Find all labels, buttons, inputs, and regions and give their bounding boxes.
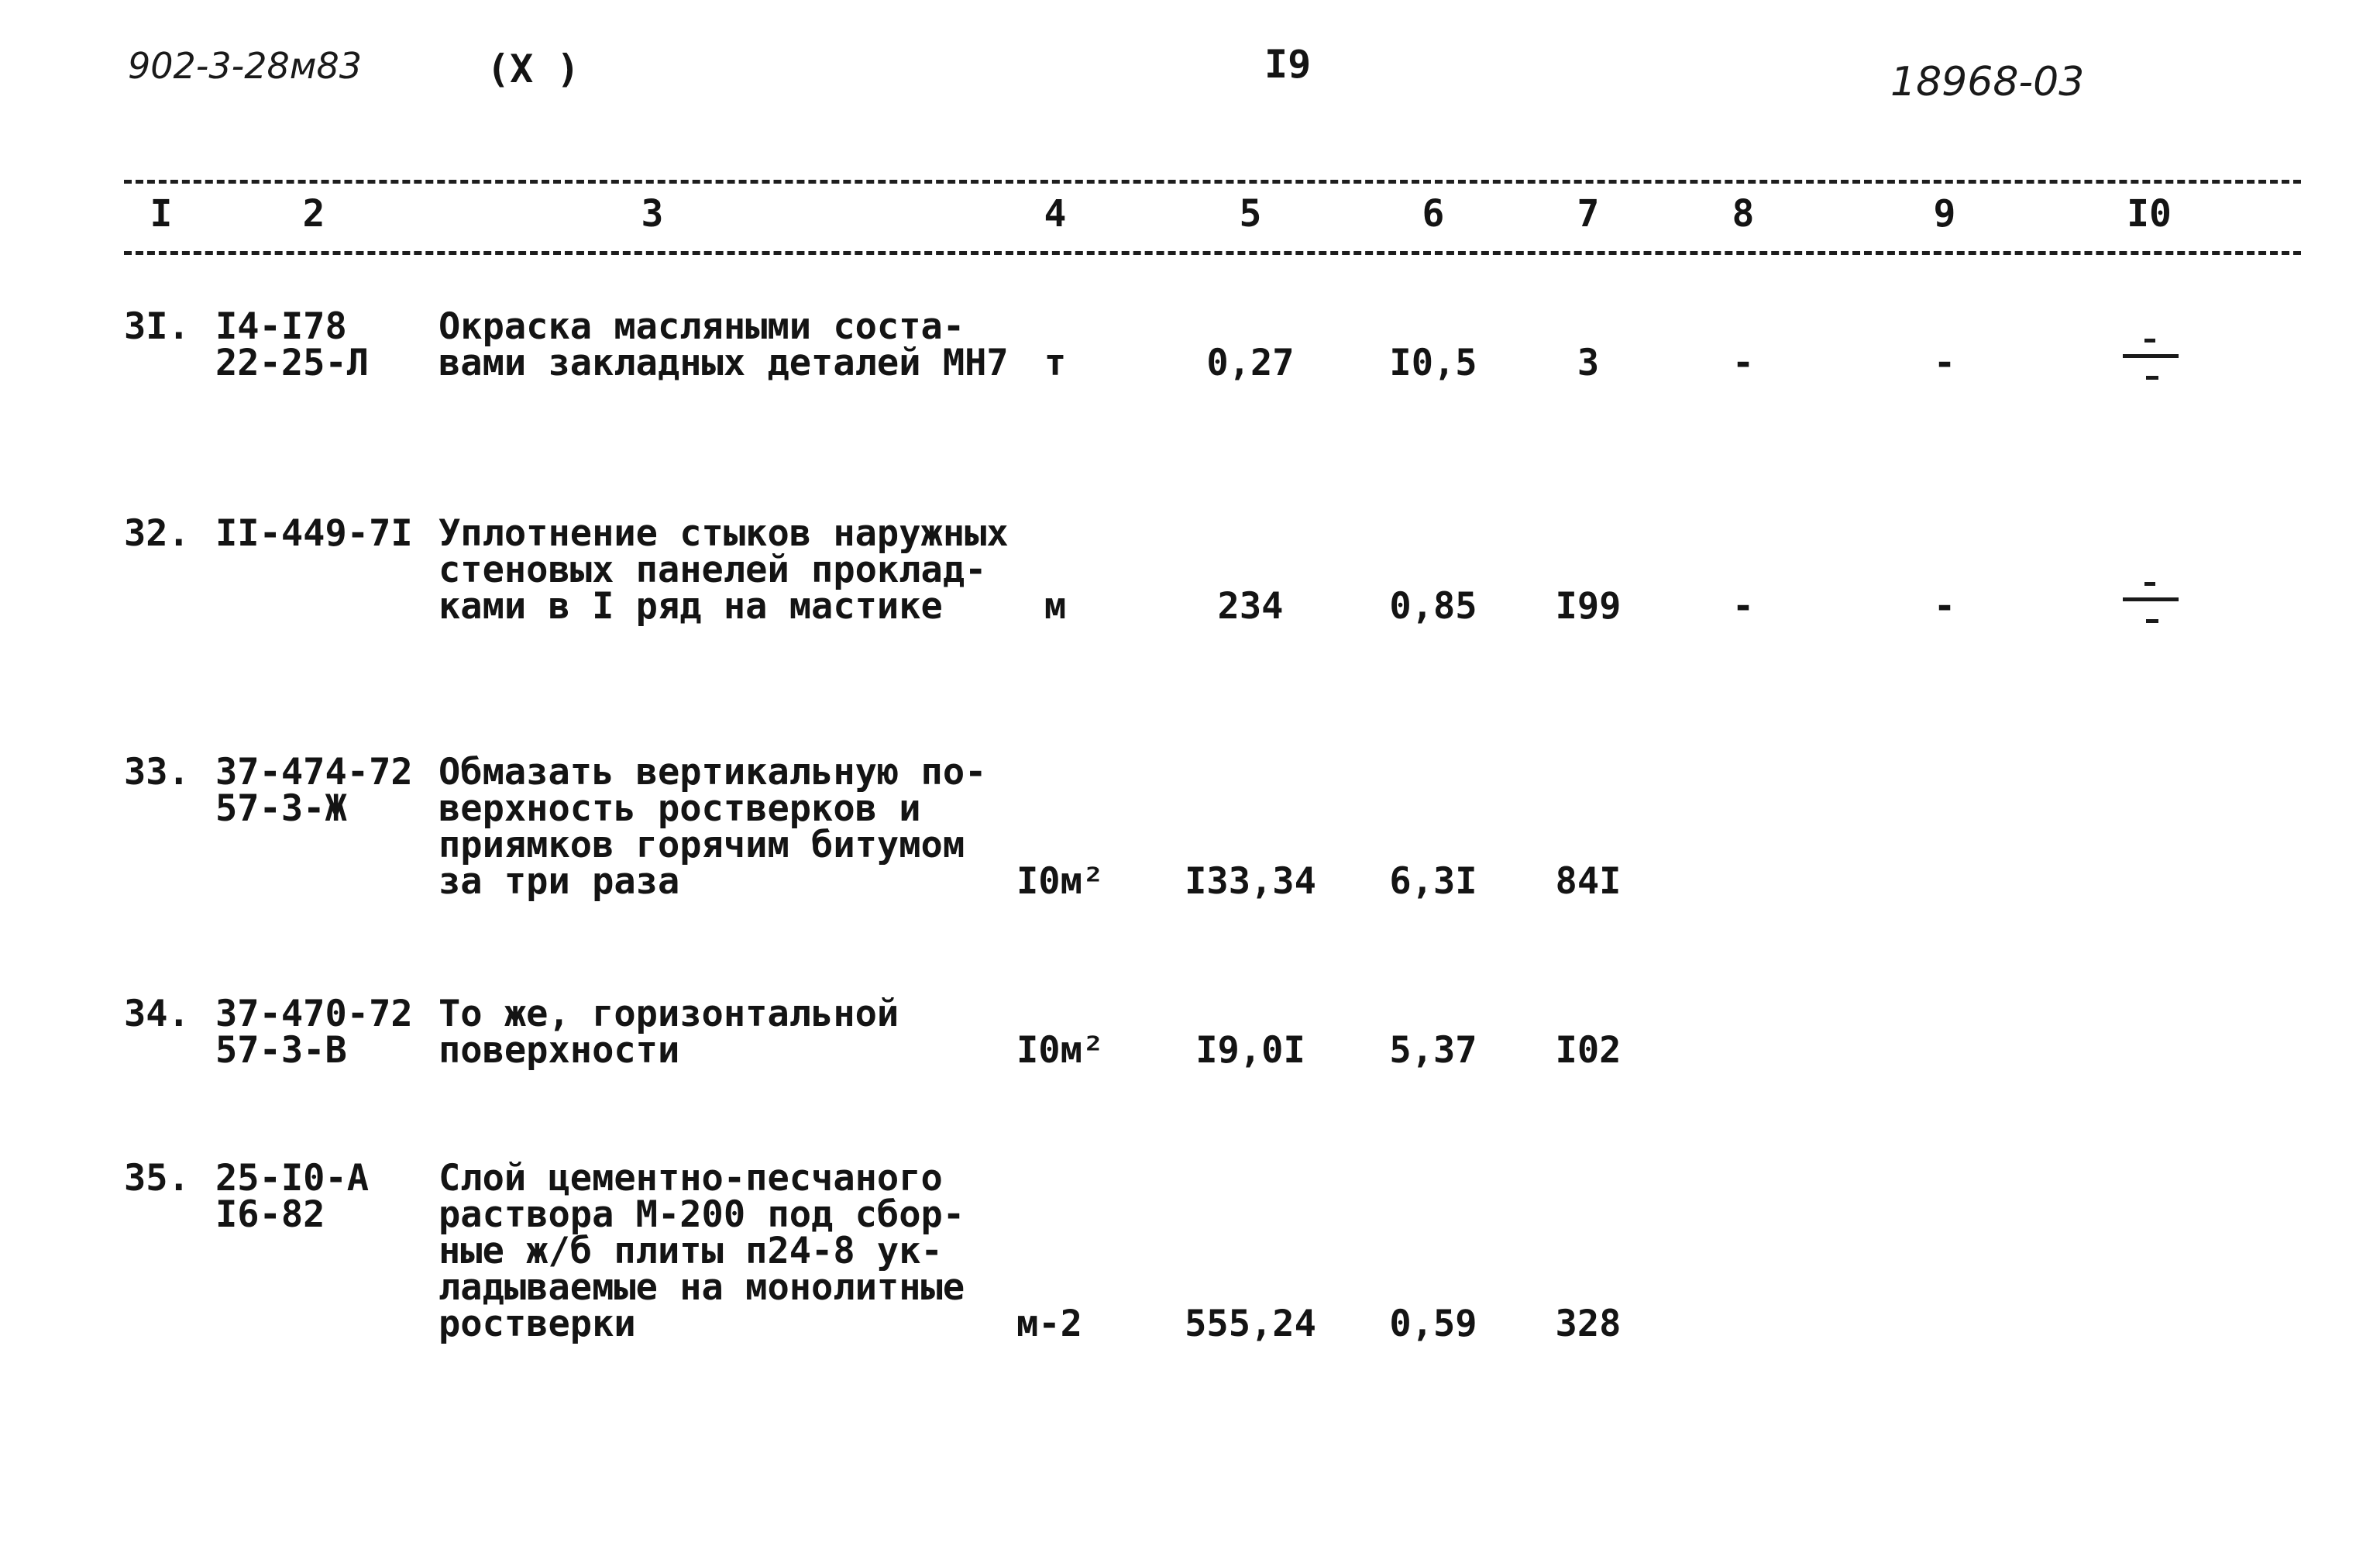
row-description-line: раствора М-200 под сбор- [439, 1193, 965, 1236]
row-quantity: 234 [1217, 585, 1284, 628]
row-quantity: 555,24 [1185, 1303, 1316, 1345]
row-description-line: верхность ростверков и [439, 787, 921, 830]
row-col10-dash-fraction [2118, 582, 2180, 636]
row-price: I0,5 [1389, 342, 1477, 384]
row-number: 35. [124, 1157, 190, 1200]
row-code-line: II-449-7I [215, 512, 413, 555]
row-col10-dash-fraction [2118, 339, 2180, 393]
row-description-line: вами закладных деталей МН7 [439, 342, 1009, 384]
row-description-line: Уплотнение стыков наружных [439, 512, 1009, 555]
row-description-line: ками в I ряд на мастике [439, 585, 943, 628]
row-col9: - [1933, 585, 1956, 628]
row-price: 0,59 [1389, 1303, 1477, 1345]
fraction-stroke [2123, 354, 2179, 358]
row-total: 84I [1555, 860, 1622, 903]
row-code-line: I4-I78 [215, 305, 347, 348]
column-number-6: 6 [1422, 192, 1445, 236]
row-description-line: ные ж/б плиты п24-8 ук- [439, 1230, 943, 1272]
row-code-line: I6-82 [215, 1193, 325, 1236]
fraction-stroke [2146, 619, 2158, 623]
row-unit: т [1044, 342, 1067, 384]
fraction-stroke [2123, 597, 2179, 601]
column-number-2: 2 [302, 192, 325, 236]
row-code-line: 57-3-Ж [215, 787, 347, 830]
column-number-9: 9 [1933, 192, 1956, 236]
row-number: 3I. [124, 305, 190, 348]
row-code-line: 37-470-72 [215, 993, 413, 1035]
row-code-line: 37-474-72 [215, 751, 413, 793]
doc-mark: (X ) [487, 46, 580, 91]
row-total: 3 [1577, 342, 1600, 384]
column-number-10: I0 [2127, 192, 2172, 236]
header-rule-top [124, 180, 2301, 184]
column-number-4: 4 [1044, 192, 1067, 236]
row-number: 33. [124, 751, 190, 793]
row-quantity: I33,34 [1185, 860, 1316, 903]
row-number: 32. [124, 512, 190, 555]
row-description-line: То же, горизонтальной [439, 993, 899, 1035]
fraction-stroke [2144, 339, 2155, 343]
doc-code: 902-3-28м83 [128, 45, 363, 87]
archive-number: 18968-03 [1890, 59, 2085, 105]
row-price: 5,37 [1389, 1029, 1477, 1072]
row-description-line: ростверки [439, 1303, 636, 1345]
row-col9: - [1933, 342, 1956, 384]
column-number-7: 7 [1577, 192, 1600, 236]
row-quantity: I9,0I [1195, 1029, 1305, 1072]
row-code-line: 22-25-Л [215, 342, 370, 384]
row-description-line: Окраска масляными соста- [439, 305, 965, 348]
row-unit: м-2 [1016, 1303, 1082, 1345]
row-description-line: Слой цементно-песчаного [439, 1157, 943, 1200]
row-code-line: 25-I0-А [215, 1157, 370, 1200]
row-unit: I0м² [1016, 860, 1105, 903]
page-number: I9 [1264, 42, 1312, 87]
column-number-8: 8 [1732, 192, 1755, 236]
fraction-stroke [2144, 582, 2155, 586]
row-unit: м [1044, 585, 1067, 628]
row-quantity: 0,27 [1206, 342, 1295, 384]
row-total: I99 [1555, 585, 1622, 628]
row-description-line: поверхности [439, 1029, 680, 1072]
fraction-stroke [2146, 376, 2158, 380]
column-number-1: I [150, 192, 173, 236]
row-description-line: стеновых панелей проклад- [439, 549, 987, 591]
row-description-line: приямков горячим битумом [439, 824, 965, 866]
row-price: 0,85 [1389, 585, 1477, 628]
row-description-line: за три раза [439, 860, 680, 903]
row-description-line: ладываемые на монолитные [439, 1266, 965, 1309]
row-code-line: 57-3-В [215, 1029, 347, 1072]
row-total: I02 [1555, 1029, 1622, 1072]
column-number-3: 3 [641, 192, 664, 236]
row-unit: I0м² [1016, 1029, 1105, 1072]
row-col8: - [1732, 585, 1755, 628]
row-total: 328 [1555, 1303, 1622, 1345]
column-number-5: 5 [1239, 192, 1262, 236]
row-number: 34. [124, 993, 190, 1035]
header-rule-bottom [124, 251, 2301, 255]
row-description-line: Обмазать вертикальную по- [439, 751, 987, 793]
row-col8: - [1732, 342, 1755, 384]
row-price: 6,3I [1389, 860, 1477, 903]
